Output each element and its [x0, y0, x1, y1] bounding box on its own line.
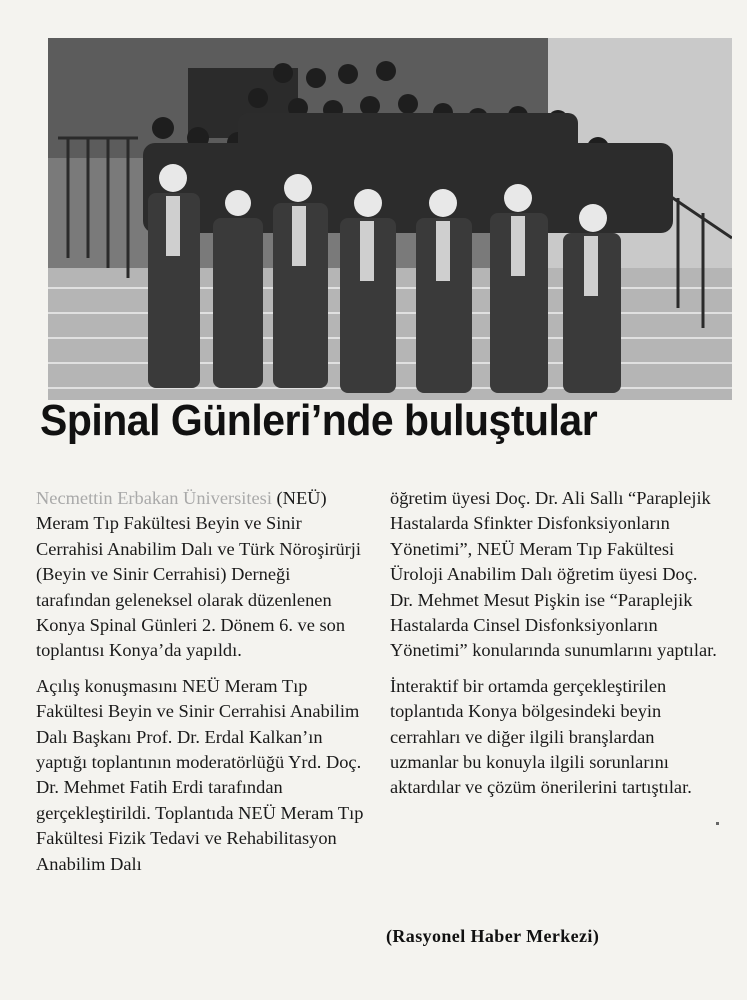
group-photo-icon	[48, 38, 732, 400]
article-column-left	[36, 486, 366, 887]
faded-lead-text: Necmettin Erbakan Üniversitesi	[36, 488, 272, 508]
paragraph-text: (NEÜ) Meram Tıp Fakültesi Beyin ve Sinir Cerrahisi Anabilim Dalı ve Türk Nöroşirürji (Beyin ve Sinir Cerrahisi) Derneği tarafından geleneksel olarak düzenlenen Konya Spinal Günleri 2. Dönem 6. ve son toplantısı Konya’da yapıldı.	[36, 488, 362, 661]
scan-speck	[716, 822, 719, 825]
article-column-right	[390, 486, 720, 811]
article-paragraph: öğretim üyesi Doç. Dr. Ali Sallı “Paraplejik Hastalarda Sfinkter Disfonksiyonların Yönetimi”, NEÜ Meram Tıp Fakültesi Üroloji Anabilim Dalı öğretim üyesi Doç. Dr. Mehmet Mesut Pişkin ise “Paraplejik Hastalarda Cinsel Disfonksiyonların Yönetimi” konularında sunumlarını yaptılar.	[390, 488, 717, 661]
article-paragraph: İnteraktif bir ortamda gerçekleştirilen toplantıda Konya bölgesindeki beyin cerrahları ve diğer ilgili branşlardan uzmanlar bu konuyla ilgili sorunlarını aktardılar ve çözüm önerilerini tartıştılar.	[390, 675, 692, 798]
article-source: (Rasyonel Haber Merkezi)	[386, 926, 600, 946]
article-paragraph	[36, 486, 366, 664]
group-photo	[48, 38, 732, 400]
article-headline: Spinal Günleri’nde buluştular	[40, 396, 598, 445]
article-paragraph: Açılış konuşmasını NEÜ Meram Tıp Fakültesi Beyin ve Sinir Cerrahisi Anabilim Dalı Başkanı Prof. Dr. Erdal Kalkan’ın yaptığı toplantının moderatörlüğü Yrd. Doç. Dr. Mehmet Fatih Erdi tarafından gerçekleştirildi. Toplantıda NEÜ Meram Tıp Fakültesi Fizik Tedavi ve Rehabilitasyon Anabilim Dalı	[36, 675, 364, 874]
